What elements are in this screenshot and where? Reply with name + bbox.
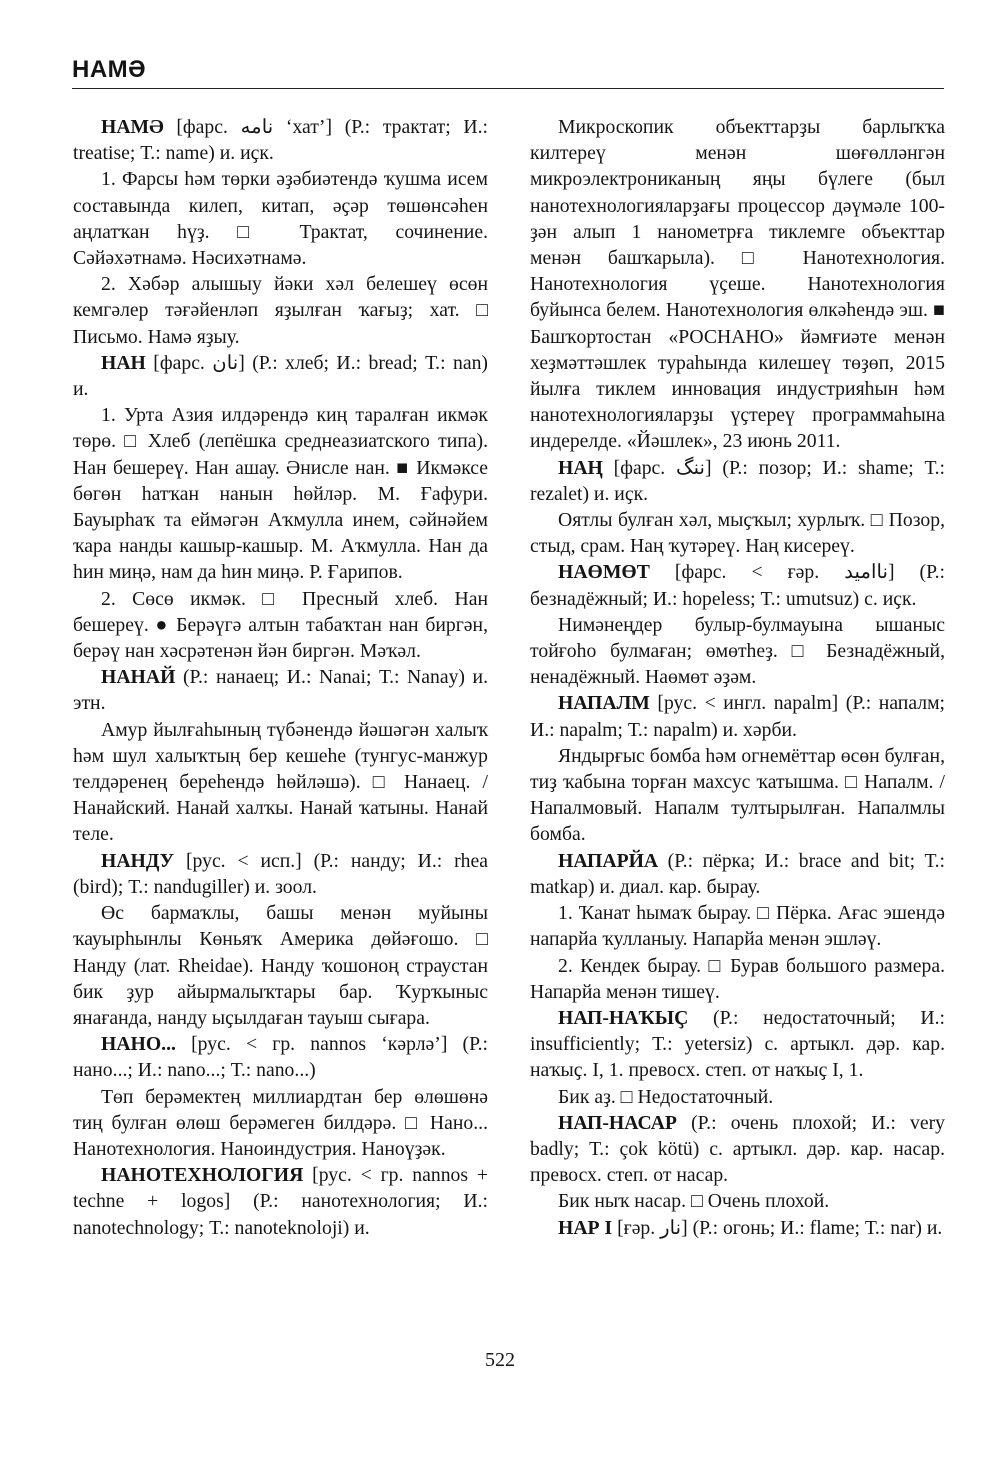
dictionary-entry: 2. Кендек бырау. □ Бурав большого размера. Напарйа менән тишеү. xyxy=(530,954,945,1003)
dictionary-entry: 2. Хәбәр алышыу йәки хәл белешеү өсөн кемгәлер тәғәйенләп яҙылған ҡағыҙ; хат. □ Письмо. Намә яҙыу. xyxy=(73,273,488,348)
dictionary-entry: НАМӘ [фарс. نامه ‘хат’] (Р.: трактат; И.: treatise; Т.: name) и. иҫк. xyxy=(73,116,488,165)
entry-headword: НАР I xyxy=(558,1216,613,1239)
dictionary-entry: НАНДУ [рус. < исп.] (Р.: нанду; И.: rhea (bird); Т.: nandugiller) и. зоол. xyxy=(73,849,488,898)
running-header: НАМӘ xyxy=(72,56,147,83)
dictionary-entry: Амур йылғаһының түбәнендә йәшәгән халыҡ һәм шул халыҡтың бер кешеһе (тунгус-манжур телдәренең береһендә һөйләшә). □ Нанаец. / Нанайский. Нанай халҡы. Нанай ҡатыны. Нанай теле. xyxy=(73,718,488,846)
dictionary-entry: 2. Сөсө икмәк. □ Пресный хлеб. Нан бешереү. ● Берәүгә алтын табаҡтан нан биргән, берәү нан хәсрәтенән йән биргән. Мәҡәл. xyxy=(73,587,488,663)
page-number: 522 xyxy=(485,1349,515,1371)
dictionary-entry: Өс бармаҡлы, башы менән муйыны ҡауырһынлы Көньяҡ Америка дөйәғошо. □ Нанду (лат. Rheidae). Нанду ҡошоноң страустан бик ҙур айырмалыҡтары бар. Ҡурҡыныс янағанда, нанду ыҫылдаған тауыш сығара. xyxy=(73,902,488,1029)
dictionary-entry: НАПАРЙА (Р.: пёрка; И.: brace and bit; Т.: matkap) и. диал. кар. бырау. xyxy=(530,849,945,898)
dictionary-entry: НАН [фарс. نان] (Р.: хлеб; И.: bread; Т.: nan) и. xyxy=(73,351,488,401)
dictionary-entry: НАП-НАҠЫҪ (Р.: недостаточный; И.: insufficiently; Т.: yetersiz) с. артыкл. дәр. кар. наҡыҫ. I, 1. превосх. степ. от наҡыҫ I, 1. xyxy=(530,1006,945,1082)
entry-headword: НАҢ xyxy=(558,456,603,479)
dictionary-entry: НАР I [ғәр. نار] (Р.: огонь; И.: flame; Т.: nar) и. xyxy=(558,1216,943,1239)
header-divider xyxy=(72,88,944,89)
dictionary-entry: 1. Ҡанат һымаҡ бырау. □ Пёрка. Ағас эшендә напарйа ҡулланыу. Напарйа менән эшләү. xyxy=(530,902,945,951)
entry-headword: НАПАЛМ xyxy=(558,692,650,715)
dictionary-entry: Оятлы булған хәл, мыҫҡыл; хурлыҡ. □ Позор, стыд, срам. Наң ҡутәреү. Наң кисереү. xyxy=(530,509,945,558)
dictionary-entry: Нимәнеңдер булыр-булмауына ышаныс тойғоһо булмаған; өмөтһеҙ. □ Безнадёжный, ненадёжный. Наөмөт әҙәм. xyxy=(530,613,945,689)
dictionary-entry: НАНАЙ (Р.: нанаец; И.: Nanai; Т.: Nanay) и. этн. xyxy=(73,666,488,715)
entry-headword: НАПАРЙА xyxy=(558,849,659,872)
dictionary-entry: Яндырғыс бомба һәм огнемёттар өсөн булған, тиҙ ҡабына торған махсус ҡатышма. □ Напалм. / Напалмовый. Напалм тултырылған. Напалмлы бомба. xyxy=(530,744,945,846)
dictionary-entry: НАӨМӨТ [фарс. < ғәр. ناامید] (Р.: безнадёжный; И.: hopeless; Т.: umutsuz) с. иҫк. xyxy=(530,561,945,610)
dictionary-entry: Төп берәмектең миллиардтан бер өлөшөнә тиң булған өлөш берәмеген билдәрә. □ Нано... Нанотехнология. Наноиндустрия. Наноүҙәк. xyxy=(73,1085,488,1160)
entry-headword: НАМӘ xyxy=(101,116,164,138)
dictionary-entry: Микроскопик объекттарҙы барлыҡҡа килтереү менән шөғөлләнгән микроэлектрониканың яңы бүлеге (был нанотехнологияларҙағы процессор дәүмәле 100-ҙән алып 1 нанометрға тиклемге объекттар менән башҡарыла). □ Нанотехнология. Нанотехнология үҫеше. Нанотехнология буйынса белем. Нанотехнология өлкәһендә эш. ■ Башҡортостан «РОСНАНО» йәмғиәте менән хеҙмәттәшлек тураһында килешеү төҙөп, 2015 йылға тиклем инновация индустрияһын һәм нанотехнологияларҙы үҫтереү программаһына индерелде. «Йәшлек», 23 июнь 2011. xyxy=(530,116,945,453)
dictionary-entry: НАНОТЕХНОЛОГИЯ [рус. < гр. nannos + techne + logos] (Р.: нанотехнология; И.: nanotechnology; Т.: nanoteknoloji) и. xyxy=(73,1164,488,1239)
dictionary-entry: НАПАЛМ [рус. < ингл. napalm] (Р.: напалм; И.: napalm; Т.: napalm) и. хәрби. xyxy=(530,692,945,741)
dictionary-entry: Бик аҙ. □ Недостаточный. xyxy=(558,1085,774,1108)
right-column xyxy=(530,114,945,1241)
entry-headword: НАН xyxy=(101,351,146,374)
entry-headword: НАНОТЕХНОЛОГИЯ xyxy=(101,1164,304,1187)
entry-headword: НАП-НАСАР xyxy=(558,1111,677,1134)
entry-headword: НАӨМӨТ xyxy=(558,561,650,584)
dictionary-entry: 1. Урта Азия илдәрендә киң таралған икмәк төрө. □ Хлеб (лепёшка среднеазиатского типа). Нан бешереү. Нан ашау. Әнисле нан. ■ Икмәксе бөгөн һатҡан нанын һөйләр. М. Ғафури. Бауырһаҡ та еймәгән Аҡмулла инем, сәйнәйем ҡара нанды кашыр-кашыр. М. Аҡмулла. Нан да һин миңә, нам да һин миңә. Р. Ғарипов. xyxy=(73,404,488,584)
entry-headword: НАНДУ xyxy=(101,849,175,872)
dictionary-entry: Бик ныҡ насар. □ Очень плохой. xyxy=(558,1190,830,1213)
left-column xyxy=(73,114,488,1241)
entry-headword: НАНО... xyxy=(101,1033,176,1056)
entry-headword: НАНАЙ xyxy=(101,666,176,689)
entry-headword: НАП-НАҠЫҪ xyxy=(558,1006,689,1029)
dictionary-entry: 1. Фарсы һәм төрки әҙәбиәтендә ҡушма исем составында килеп, китап, әҫәр төшөнсәһен аңлатҡан һүҙ. □ Трактат, сочинение. Сәйәхәтнамә. Нәсихәтнамә. xyxy=(73,168,488,270)
dictionary-entry: НАҢ [фарс. ننگ] (Р.: позор; И.: shame; Т.: rezalet) и. иҫк. xyxy=(530,456,945,505)
dictionary-entry: НАП-НАСАР (Р.: очень плохой; И.: very badly; Т.: çok kötü) с. артыкл. дәр. кар. насар. превосх. степ. от насар. xyxy=(530,1111,945,1187)
dictionary-entry: НАНО... [рус. < гр. nannos ‘кәрлә’] (Р.: нано...; И.: nano...; Т.: nano...) xyxy=(73,1033,488,1082)
